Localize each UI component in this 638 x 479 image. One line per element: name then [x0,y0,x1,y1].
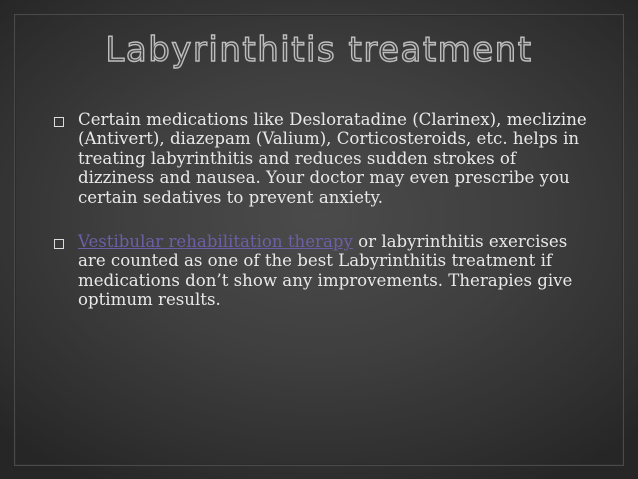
square-bullet-icon [54,117,64,127]
bullet-text-rest: or labyrinthitis exercises are counted as one of the best Labyrinthitis treatment if medications don’t show any improvements. Therapies give optimum results. [78,232,573,310]
slide-title: Labyrinthitis treatment [105,30,533,70]
bullet-item-therapy [54,232,594,310]
bullet-text: Certain medications like Desloratadine (Clarinex), meclizine (Antivert), diazepam (Valium), Corticosteroids, etc. helps in treating labyrinthitis and reduces sudden strokes of dizziness and nausea. Your doctor may even prescribe you certain sedatives to prevent anxiety. [78,110,587,207]
bullet-list [54,110,594,335]
square-bullet-icon [54,239,64,249]
bullet-item-medications [54,110,594,207]
bullet-text [78,232,594,310]
vestibular-therapy-link[interactable]: Vestibular rehabilitation therapy [78,232,353,252]
